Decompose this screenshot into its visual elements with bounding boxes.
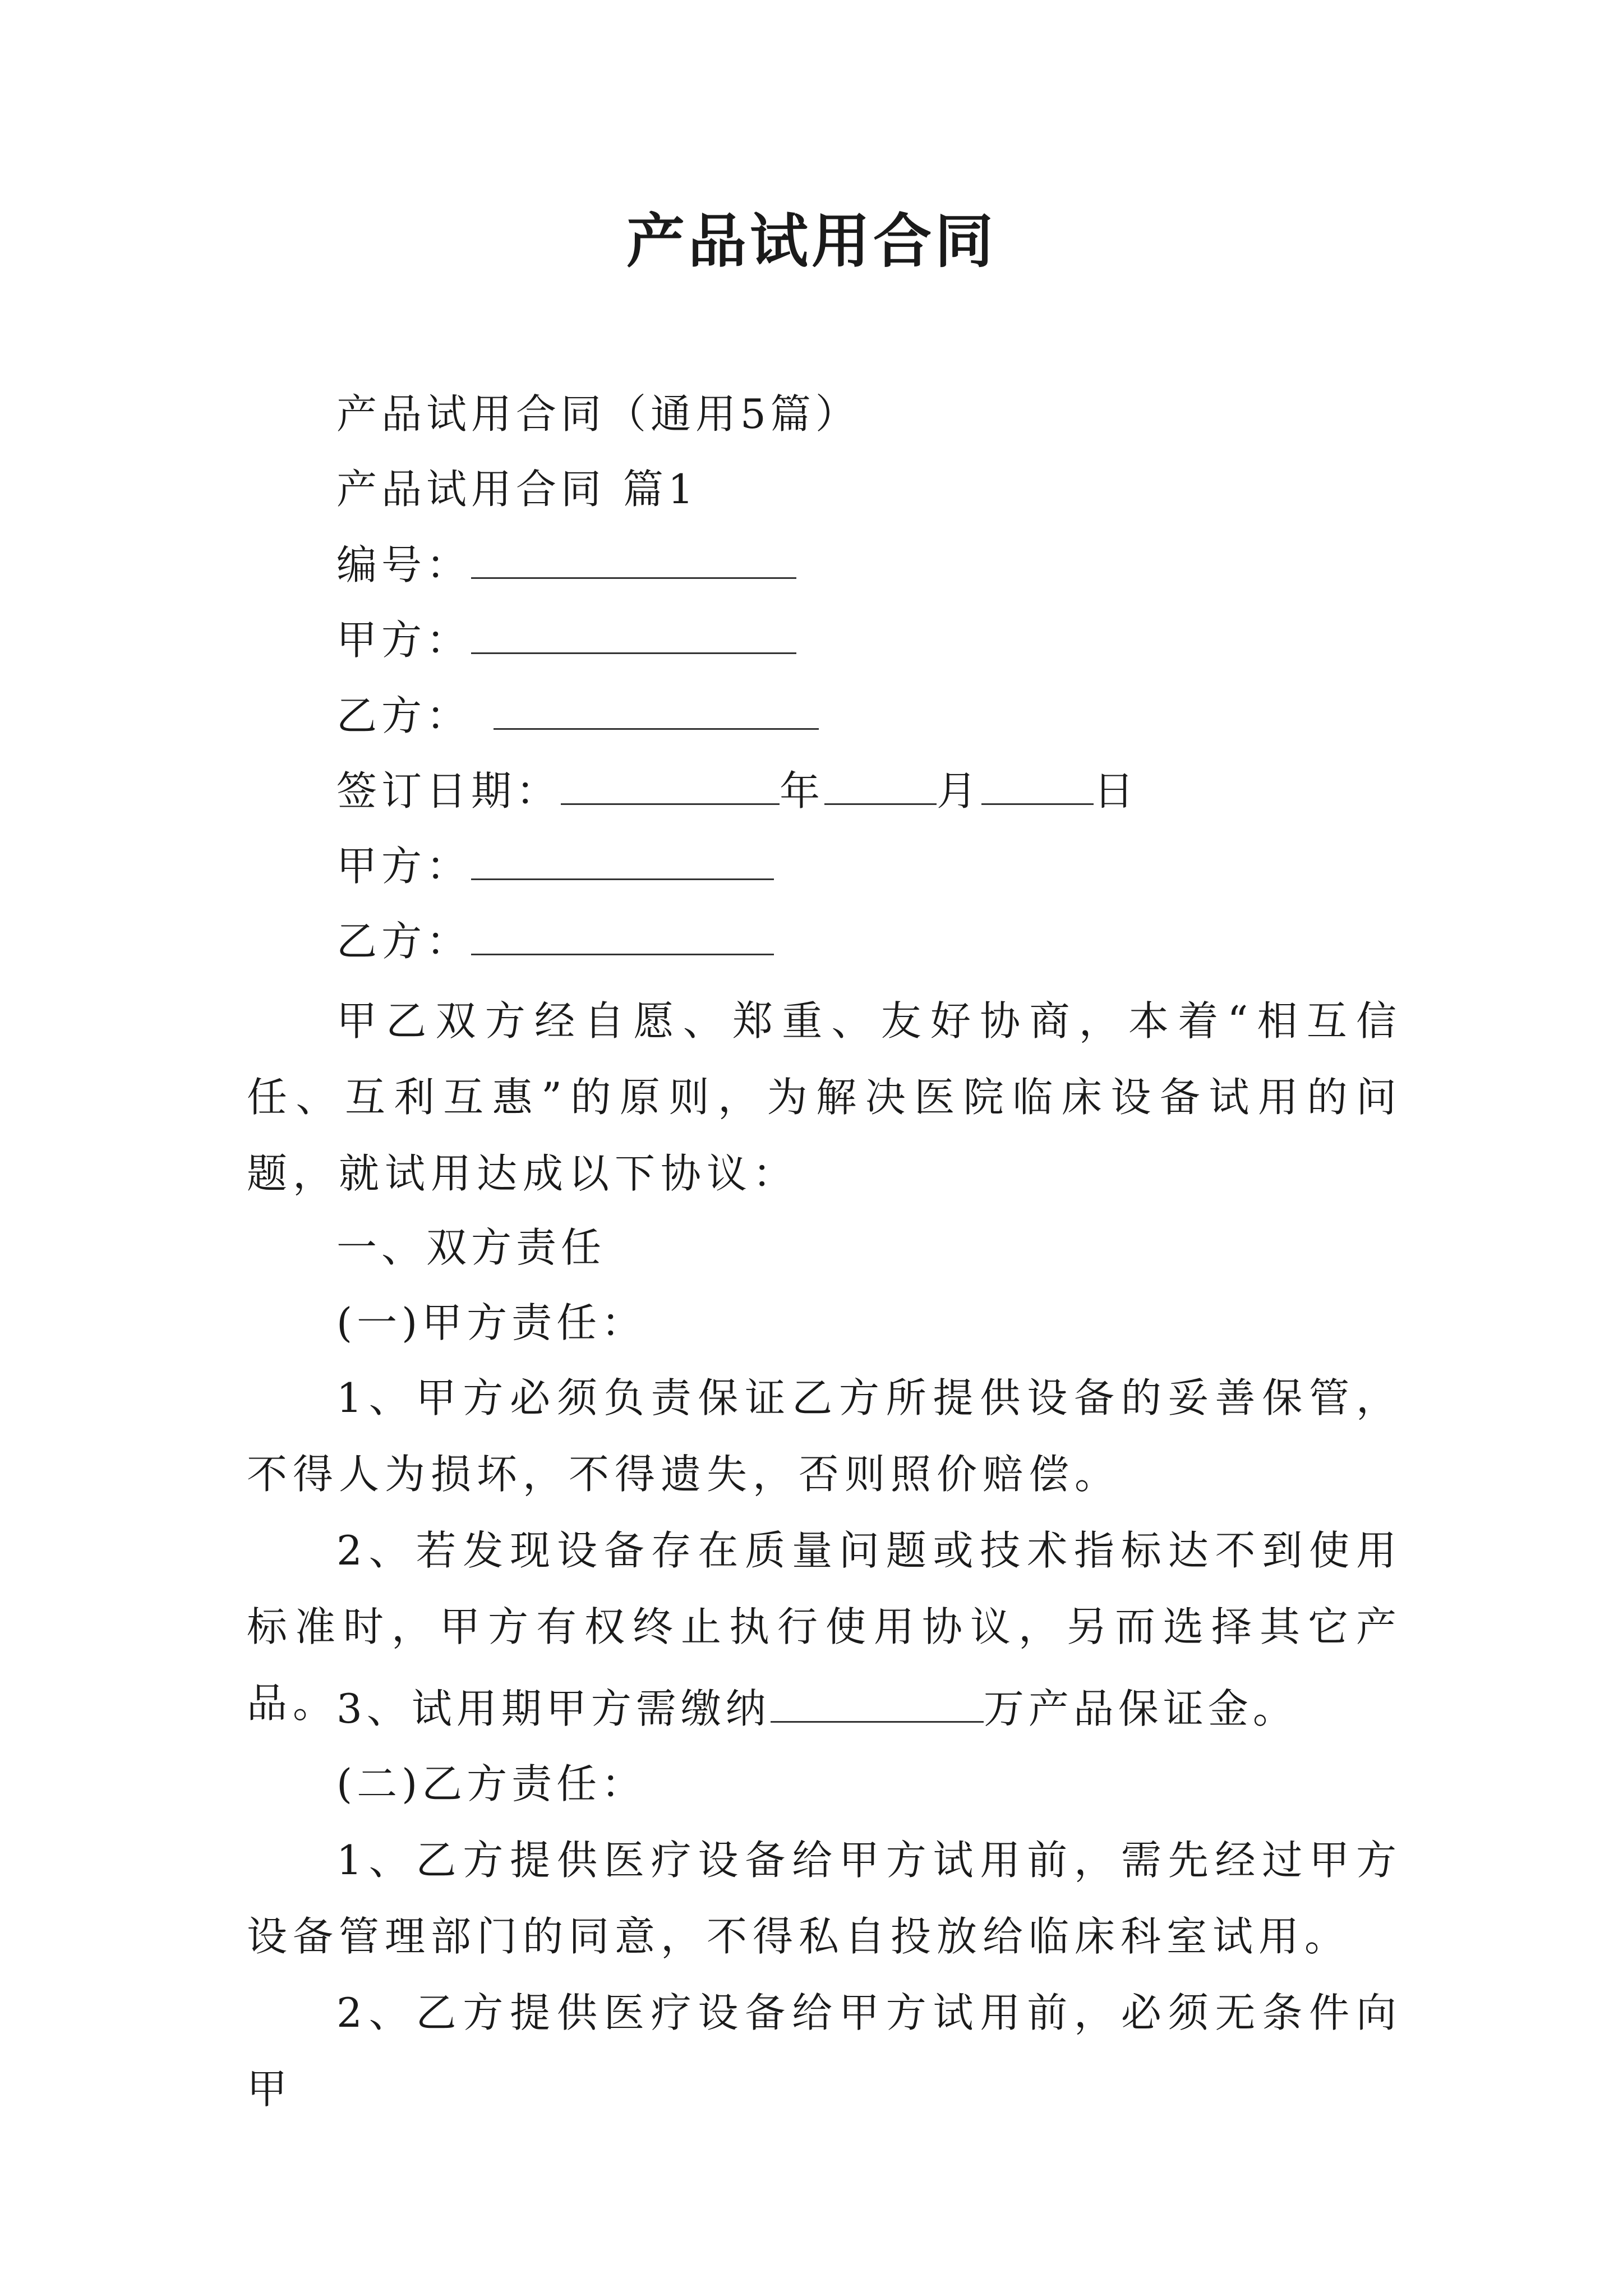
party-b-blank-2 xyxy=(471,918,774,955)
party-b-field-2 xyxy=(336,913,774,969)
party-a-blank xyxy=(471,616,796,654)
heading-responsibilities: 一、双方责任 xyxy=(336,1224,606,1271)
number-label: 编号： xyxy=(336,541,472,588)
subtitle: 产品试用合同（通用5篇） xyxy=(336,390,860,438)
heading-party-b: (二)乙方责任： xyxy=(336,1760,647,1807)
clause-3-text: 3、试用期甲方需缴纳 xyxy=(336,1685,771,1732)
month-blank xyxy=(824,767,937,805)
party-a-blank-2 xyxy=(471,843,774,880)
year-blank xyxy=(561,767,780,805)
document-title: 产品试用合同 xyxy=(626,206,997,275)
year-label: 年 xyxy=(780,767,825,815)
party-b-field xyxy=(336,688,819,744)
number-blank xyxy=(471,541,796,579)
day-blank xyxy=(981,767,1094,805)
deposit-blank xyxy=(771,1685,984,1723)
party-a-clause-1: 1、甲方必须负责保证乙方所提供设备的妥善保管，不得人为损坏，不得遗失，否则照价赔偿。 xyxy=(247,1374,1402,1498)
sign-date-label: 签订日期： xyxy=(336,767,561,815)
party-b-blank xyxy=(494,692,819,730)
party-b-label-2: 乙方： xyxy=(336,918,472,965)
party-a-field-2 xyxy=(336,838,774,894)
party-a-clause-3 xyxy=(336,1681,1298,1737)
party-a-field xyxy=(336,612,796,668)
party-b-clause-2: 2、乙方提供医疗设备给甲方试用前，必须无条件向甲 xyxy=(247,1989,1402,2113)
day-label: 日 xyxy=(1094,767,1139,815)
section-title: 产品试用合同 篇1 xyxy=(336,466,698,513)
party-b-label: 乙方： xyxy=(336,692,472,739)
clause-3-text-end: 万产品保证金。 xyxy=(983,1685,1298,1732)
party-a-label-2: 甲方： xyxy=(336,843,472,890)
month-label: 月 xyxy=(937,767,982,815)
sign-date-field xyxy=(336,763,1138,819)
party-a-clause-2: 2、若发现设备存在质量问题或技术指标达不到使用标准时，甲方有权终止执行使用协议，另而选择其它产品。 xyxy=(247,1527,1402,1727)
party-a-label: 甲方： xyxy=(336,616,472,664)
party-b-clause-1: 1、乙方提供医疗设备给甲方试用前，需先经过甲方设备管理部门的同意，不得私自投放给临床科室试用。 xyxy=(247,1837,1402,1960)
number-field xyxy=(336,537,796,593)
intro-paragraph: 甲乙双方经自愿、郑重、友好协商，本着“相互信任、互利互惠”的原则，为解决医院临床设备试用的问题，就试用达成以下协议： xyxy=(247,997,1402,1197)
heading-party-a: (一)甲方责任： xyxy=(336,1299,647,1346)
